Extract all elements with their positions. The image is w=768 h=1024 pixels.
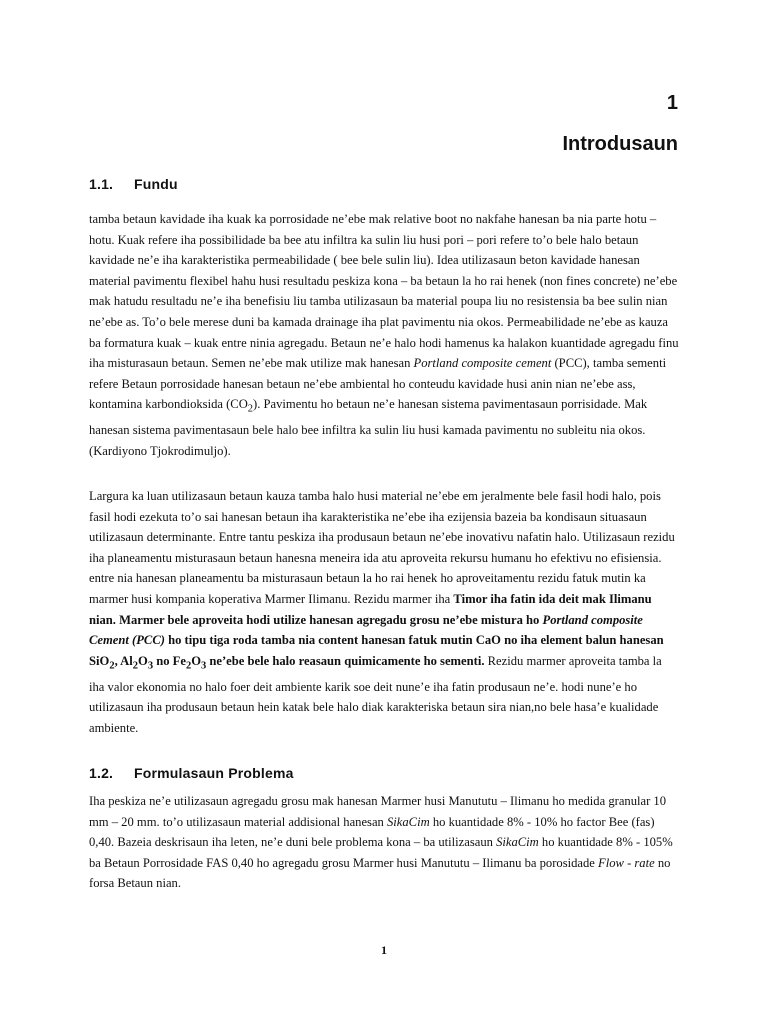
paragraph-fundu-2 [89,486,679,739]
text-run: (PCC), tamba sementi refere Betaun porrosidade hanesan betaun ne’ebe ambiental ho conteudu kavidade husi anin nian ne’ebe ass, kontamina karbondioksida (CO [89,356,667,412]
subscript: 3 [201,660,207,672]
text-run: no forsa Betaun nian. [89,855,671,891]
paragraph-fundu-1 [89,209,679,462]
page-number: 1 [381,943,387,957]
bold-run: Timor iha fatin ida deit mak Ilimanu nian. Marmer bele aproveita hodi utilize hanesan agregadu grosu ne’ebe mistura ho [89,591,652,627]
bold-run: , Al [114,653,133,668]
text-run: ho kuantidade 8% - 10% ho factor Bee (fas) 0,40. Bazeia deskrisaun iha leten, ne’e duni bele problema kona – ba utilizasaun [89,814,655,850]
paragraph-formulasaun [89,791,679,894]
bold-run: ho tipu tiga roda tamba nia content hanesan fatuk mutin CaO no iha element balun hanesan SiO [89,633,664,668]
italic-run: Portland composite cement [413,356,552,371]
section-title: Formulasaun Problema [134,765,294,781]
text-run: ). Pavimentu ho betaun ne’e hanesan sistema pavimentasaun porrisidade. Mak hanesan sistema pavimentasaun bele halo bee infiltra ka sulin liu husi kamada pavimentu no subleitu nia okos. (Kardiyono Tjokrodimuljo). [89,397,648,459]
bold-run: O [191,653,201,668]
bold-run: no Fe [153,653,186,668]
italic-run: SikaCim [496,835,539,850]
bold-run: ne’ebe bele halo reasaun quimicamente ho sementi. [206,653,485,668]
text-run: Rezidu marmer aproveita tamba la iha valor ekonomia no halo foer deit ambiente karik soe deit nune’e iha fatin produsaun ne’e. hodi nune’e ho utilizasaun iha produsaun betaun hein katak bele halo diak karakteriska betaun sira nian,no bele hasa’e kualidade ambiente. [89,653,662,736]
italic-run: SikaCim [386,814,430,829]
subscript: 2 [247,403,254,415]
section-number: 1.1. [89,176,114,192]
subscript: 2 [132,660,139,672]
text-run: Iha peskiza ne’e utilizasaun agregadu grosu mak hanesan Marmer husi Manututu – Ilimanu ho medida granular 10 mm – 20 mm. to’o utilizasaun material addisional hanesan [89,794,667,829]
chapter-number: 1 [666,92,678,114]
subscript: 2 [185,660,192,672]
subscript: 3 [147,660,154,672]
italic-run: Flow - rate [598,855,655,870]
section-title: Fundu [134,176,178,192]
section-number: 1.2. [89,765,114,781]
text-run: ho kuantidade 8% - 105% ba Betaun Porrosidade FAS 0,40 ho agregadu grosu Marmer husi Manututu – Ilimanu ba porosidade [89,835,673,870]
bold-run: O [138,653,148,668]
text-run: tamba betaun kavidade iha kuak ka porrosidade ne’ebe mak relative boot no nakfahe hanesan ba nia parte hotu – hotu. Kuak refere iha possibilidade ba bee atu infiltra ka sulin liu husi pori – pori refere to’o bele halo betaun kavidade ne’e iha karakteristika permeabilidade ( bee bele sulin liu). Idea utilizasaun beton kavidade hanesan material pavimentu flexibel hahu husi resultadu peskiza kona – ba betaun la ho rai henek (non fines concrete) ne’ebe mak hatudu resultadu ne’e iha benefisiu liu tamba utilizasaun ba material poupa liu no resistensia ba bee sulin nian ne’ebe as. To’o bele merese duni ba kamada drainage iha plat pavimentu nia okos. Permeabilidade ne’ebe as kauza ba formatura kuak – kuak entre ninia agregadu. Betaun ne’e halo hodi hamenus ka halakon kuantidade agregadu finu iha misturasaun betaun. Semen ne’ebe mak utilize mak hanesan [89,212,679,371]
chapter-title: Introdusaun [562,133,678,155]
section-heading-formulasaun-problema [89,765,294,781]
bold-italic-run: Portland composite Cement (PCC) [89,612,643,648]
subscript: 2 [109,660,115,672]
text-run: Largura ka luan utilizasaun betaun kauza tamba halo husi material ne’ebe em jeralmente bele fasil hodi halo, pois fasil hodi ezekuta to’o sai hanesan betaun iha karakteristika ne’ebe iha ezijensia bazeia ba kondisaun situasaun utilizasaun determinante. Entre tantu peskiza iha produsaun betaun ne’ebe inovativu nafatin halo. Utilizasaun rezidu iha planeamentu misturasaun betaun hanesna meneira ida atu aproveita rekursu humanu ho efektivu no efisiensia. entre nia hanesan planeamentu ba misturasaun betaun la ho rai henek ho aproveitamentu rezidu fatuk mutin ka marmer husi kompania koperativa Marmer Ilimanu. Rezidu marmer iha [89,489,675,606]
section-heading-fundu [89,176,178,192]
